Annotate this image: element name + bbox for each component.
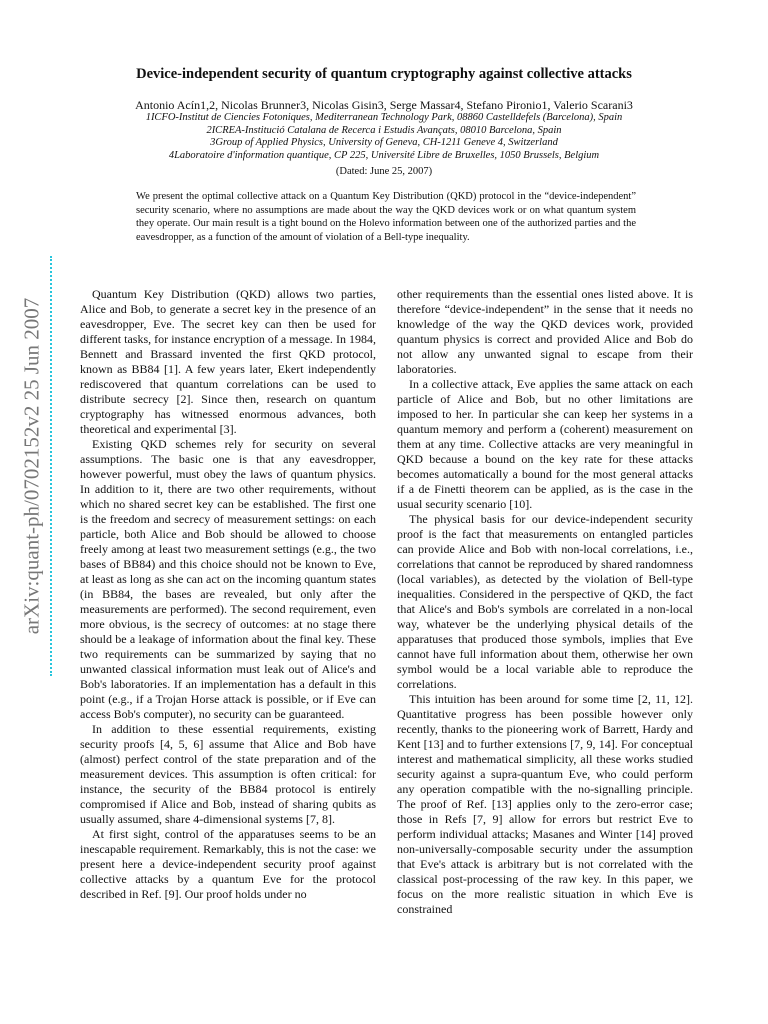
paper-title: Device-independent security of quantum cryptography against collective attacks [136,66,632,82]
arxiv-stamp [12,256,52,676]
paragraph: In addition to these essential requirements, existing security proofs [4, 5, 6] assume that Alice and Bob have (almost) perfect control of the state preparation and of the measurement devices. This assumption is often critical: for instance, the security of the BB84 protocol is entirely compromised if Alice and Bob, instead of sharing qubits as usually assumed, share 4-dimensional systems [7, 8]. [80,722,376,826]
paragraph: Existing QKD schemes rely for security on several assumptions. The basic one is that any eavesdropper, however powerful, must obey the laws of quantum physics. In addition to it, there are two other requirements, without which no shared secret key can be established. The first one is the freedom and secrecy of measurement settings: on each particle, both Alice and Bob should be allowed to choose freely among at least two measurement settings (e.g., the two bases of BB84) and this choice should not be known to Eve, at least as long as she can act on the incoming quantum states (in BB84, the bases are revealed, but only after the measurements are performed). The second requirement, even more obvious, is the secrecy of outcomes: at no stage there should be a leakage of information about the final key. These two requirements can be summarized by saying that no unwanted classical information must leak out of Alice's and Bob's laboratories. If an implementation has a default in this point (e.g., if a Trojan Horse attack is possible, or if Eve can access Bob's computer), no security can be guaranteed. [80,437,376,721]
affiliation-3: 3Group of Applied Physics, University of Geneva, CH-1211 Geneve 4, Switzerland [210,137,558,148]
paragraph: This intuition has been around for some time [2, 11, 12]. Quantitative progress has been possible however only recently, thanks to the pioneering work of Barrett, Hardy and Kent [13] and to further extensions [7, 9, 14]. For conceptual interest and mathematical simplicity, all these works studied security against a supra-quantum Eve, who could perform any operation compatible with the no-signalling principle. The proof of Ref. [13] applies only to the zero-error case; those in Refs [7, 9] allow for errors but restrict Eve to perform individual attacks; Masanes and Winter [14] proved non-universally-composable security under the assumption that Eve's attack is arbitrary but is not correlated with the classical post-processing of the raw key. In this paper, we focus on the more realistic situation in which Eve is constrained [397,692,693,916]
author-list: Antonio Acín1,2, Nicolas Brunner3, Nicolas Gisin3, Serge Massar4, Stefano Pironio1, Valerio Scarani3 [135,98,633,112]
left-column [80,287,376,902]
date-line: (Dated: June 25, 2007) [335,166,433,177]
paragraph: The physical basis for our device-independent security proof is the fact that measurements on entangled particles can provide Alice and Bob with non-local correlations, i.e., correlations that cannot be reproduced by shared randomness (local variables), as detected by the violation of Bell-type inequalities. Considered in the perspective of QKD, the fact that Alice's and Bob's symbols are correlated in a non-local way, whatever be the underlying physical details of the apparatuses that produced those symbols, implies that Eve cannot have full information about them, otherwise her own symbol would be a local variable able to reproduce the correlations. [397,512,693,691]
paragraph: other requirements than the essential ones listed above. It is therefore “device-independent” in the sense that it needs no knowledge of the way the QKD devices work, provided quantum physics is correct and provided Alice and Bob do not allow any unwanted signal to escape from their laboratories. [397,287,693,376]
affiliation-4: 4Laboratoire d'information quantique, CP 225, Université Libre de Bruxelles, 1050 Brussels, Belgium [168,149,600,161]
paragraph: At first sight, control of the apparatuses seems to be an inescapable requirement. Remarkably, this is not the case: we present here a device-independent security proof against collective attacks by a quantum Eve for the protocol described in Ref. [9]. Our proof holds under no [80,827,376,901]
affiliation-2: 2ICREA-Institució Catalana de Recerca i Estudis Avançats, 08010 Barcelona, Spain [206,124,562,136]
paragraph: In a collective attack, Eve applies the same attack on each particle of Alice and Bob, but no other limitations are imposed to her. In particular she can keep her systems in a quantum memory and perform a (coherent) measurement on them at any time. Collective attacks are very meaningful in QKD because a bound on the key rate for these attacks becomes automatically a bound for the most general attacks if a de Finetti theorem can be applied, as is the case in the usual security scenario [10]. [397,377,693,511]
paragraph: Quantum Key Distribution (QKD) allows two parties, Alice and Bob, to generate a secret key in the presence of an eavesdropper, Eve. The secret key can then be used for different tasks, for instance encryption of a message. In 1984, Bennett and Brassard invented the first QKD protocol, known as BB84 [1]. A few years later, Ekert independently rediscovered that quantum correlations can be used to distribute secrecy [2]. Since then, research on quantum cryptography has witnessed enormous advances, both theoretical and experimental [3]. [80,287,376,436]
affiliations [0,112,768,162]
right-column [397,287,693,917]
stamp-dotted-border [50,256,52,676]
arxiv-identifier: arXiv:quant-ph/0702152v2 25 Jun 2007 [19,297,44,635]
affiliation-1: 1ICFO-Institut de Ciencies Fotoniques, Mediterranean Technology Park, 08860 Castelldefels (Barcelona), Spain [145,112,623,123]
abstract: We present the optimal collective attack on a Quantum Key Distribution (QKD) protocol in the “device-independent” security scenario, where no assumptions are made about the way the QKD devices work or on what quantum system they operate. Our main result is a tight bound on the Holevo information between one of the authorized parties and the eavesdropper, as a function of the amount of violation of a Bell-type inequality. [136,191,636,243]
